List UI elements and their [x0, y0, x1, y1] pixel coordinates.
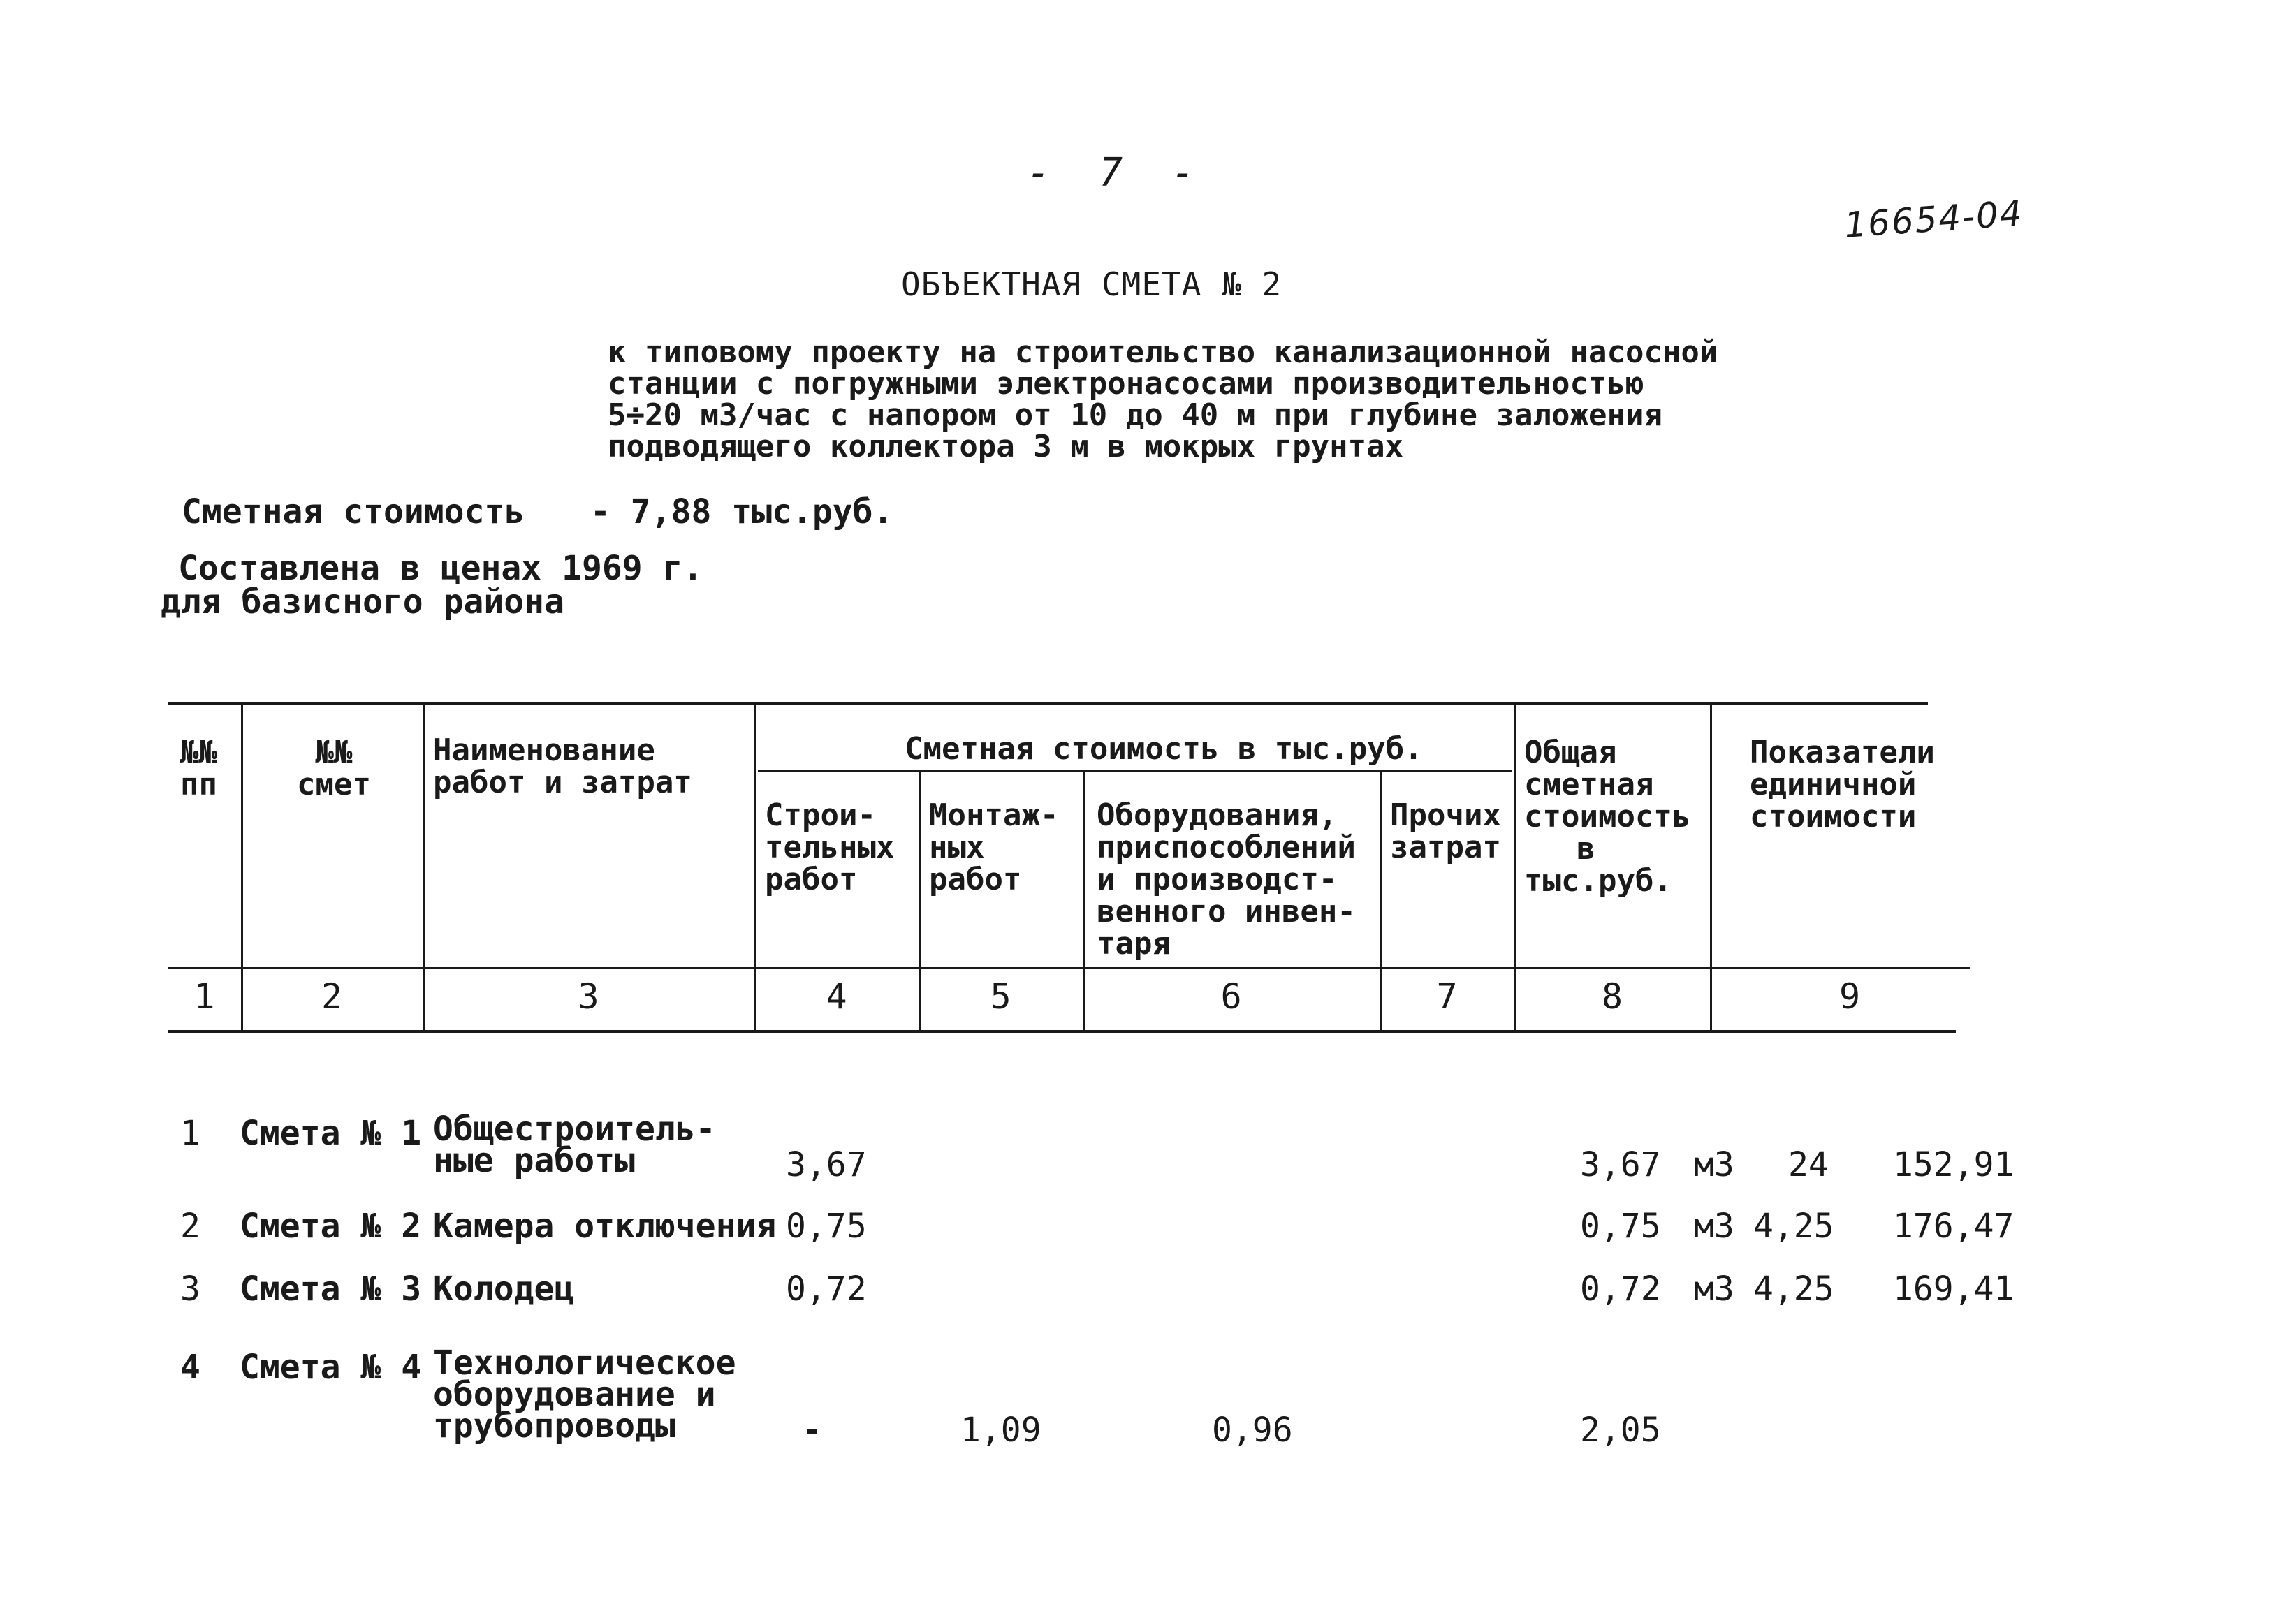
column-number: 6 [1220, 976, 1242, 1017]
header-text: единичной [1750, 767, 1917, 802]
row-estimate: Смета № 2 [240, 1207, 422, 1246]
group-header-rule [758, 770, 1512, 772]
header-text: работ и затрат [433, 765, 692, 800]
name-line: Общестроитель- [433, 1110, 716, 1149]
row-installation: 1,09 [960, 1411, 1041, 1450]
page-number: - 7 - [1027, 150, 1208, 196]
row-total: 2,05 [1580, 1411, 1661, 1450]
header-work-name [433, 735, 692, 799]
table-top-rule [168, 702, 1928, 705]
header-text: Общая [1524, 735, 1617, 770]
row-quantity: 4,25 [1753, 1270, 1834, 1309]
column-number: 1 [193, 976, 215, 1017]
header-text: Оборудования, [1097, 797, 1338, 833]
subtitle [608, 334, 1718, 464]
header-text: Наименование [433, 733, 655, 768]
subtitle-line: подводящего коллектора 3 м в мокрых грунтах [608, 429, 1404, 464]
subtitle-line: 5÷20 м3/час с напором от 10 до 40 м при глубине заложения [608, 397, 1662, 433]
row-total: 0,72 [1580, 1270, 1661, 1309]
row-unit-cost: 152,91 [1893, 1145, 2015, 1184]
row-total: 0,75 [1580, 1207, 1661, 1246]
header-group-cost: Сметная стоимость в тыс.руб. [905, 731, 1423, 767]
column-number: 9 [1838, 976, 1861, 1017]
subtitle-line: к типовому проекту на строительство канализационной насосной [608, 334, 1718, 370]
header-text: тыс.руб. [1524, 863, 1672, 899]
column-number: 2 [321, 976, 343, 1017]
header-other-costs [1390, 797, 1501, 865]
row-equipment: 0,96 [1212, 1411, 1293, 1450]
header-text: Строи- [765, 797, 876, 833]
column-number: 7 [1436, 976, 1458, 1017]
header-text: Показатели [1750, 735, 1935, 770]
header-text: стоимости [1750, 799, 1917, 834]
row-estimate: Смета № 4 [240, 1348, 422, 1387]
row-number: 1 [180, 1114, 200, 1153]
header-text: сметная [1524, 767, 1654, 802]
name-line: трубопроводы [433, 1406, 675, 1445]
column-number: 8 [1601, 976, 1623, 1017]
row-unit-cost: 169,41 [1893, 1270, 2015, 1309]
row-unit: м3 [1694, 1207, 1734, 1246]
page-title: ОБЪЕКТНАЯ СМЕТА № 2 [901, 265, 1282, 303]
row-estimate: Смета № 3 [240, 1270, 422, 1309]
header-text: Прочих [1390, 797, 1501, 833]
header-text: пп [180, 767, 217, 802]
row-construction: 0,72 [786, 1270, 867, 1309]
column-number: 4 [826, 976, 847, 1017]
header-text: работ [765, 862, 858, 897]
header-text: смет [297, 767, 371, 802]
cost-value: - 7,88 тыс.руб. [590, 492, 893, 531]
header-text: Монтаж- [929, 797, 1059, 833]
row-estimate: Смета № 1 [240, 1114, 422, 1153]
row-total: 3,67 [1580, 1145, 1661, 1184]
cost-label: Сметная стоимость [182, 492, 525, 531]
header-estimate-number [297, 737, 371, 801]
row-unit: м3 [1694, 1270, 1734, 1309]
header-text: таря [1097, 926, 1171, 962]
row-quantity: 4,25 [1753, 1207, 1834, 1246]
document-code: 16654-04 [1843, 193, 2025, 246]
header-construction [765, 797, 895, 897]
row-work-name [433, 1110, 716, 1180]
row-number: 3 [180, 1270, 200, 1309]
column-number-rule [168, 1030, 1956, 1033]
header-text: ных [929, 830, 985, 865]
header-bottom-rule [168, 967, 1970, 969]
compiled-line: для базисного района [161, 582, 564, 621]
row-quantity: 24 [1788, 1145, 1829, 1184]
row-number: 2 [180, 1207, 200, 1246]
name-line: Технологическое [433, 1344, 736, 1383]
row-unit: м3 [1694, 1145, 1734, 1184]
row-construction: 3,67 [786, 1145, 867, 1184]
header-total-cost [1524, 737, 1690, 897]
compiled-line: Составлена в ценах 1969 г. [178, 549, 703, 588]
header-text: №№ [180, 735, 217, 770]
row-work-name: Камера отключения [433, 1207, 777, 1246]
column-number: 5 [990, 976, 1011, 1017]
header-text: стоимость [1524, 799, 1691, 834]
header-text: и производст- [1097, 862, 1338, 897]
header-equipment [1097, 797, 1356, 962]
row-work-name: Колодец [433, 1270, 575, 1309]
header-text: венного инвен- [1097, 894, 1356, 929]
name-line: ные работы [433, 1141, 635, 1180]
header-unit-indicators [1750, 737, 1935, 833]
row-work-name [433, 1344, 736, 1445]
row-number: 4 [180, 1348, 200, 1387]
row-construction: - [802, 1411, 822, 1450]
header-text: затрат [1390, 830, 1501, 865]
header-text: тельных [765, 830, 895, 865]
header-text: работ [929, 862, 1022, 897]
header-installation [929, 797, 1059, 897]
column-number: 3 [578, 976, 599, 1017]
header-text: приспособлений [1097, 830, 1356, 865]
row-unit-cost: 176,47 [1893, 1207, 2015, 1246]
subtitle-line: станции с погружными электронасосами производительностью [608, 366, 1644, 402]
row-construction: 0,75 [786, 1207, 867, 1246]
compiled-note [161, 549, 703, 621]
header-row-number [180, 737, 217, 801]
name-line: оборудование и [433, 1375, 716, 1414]
header-text: в [1577, 831, 1595, 867]
header-text: №№ [315, 735, 353, 770]
